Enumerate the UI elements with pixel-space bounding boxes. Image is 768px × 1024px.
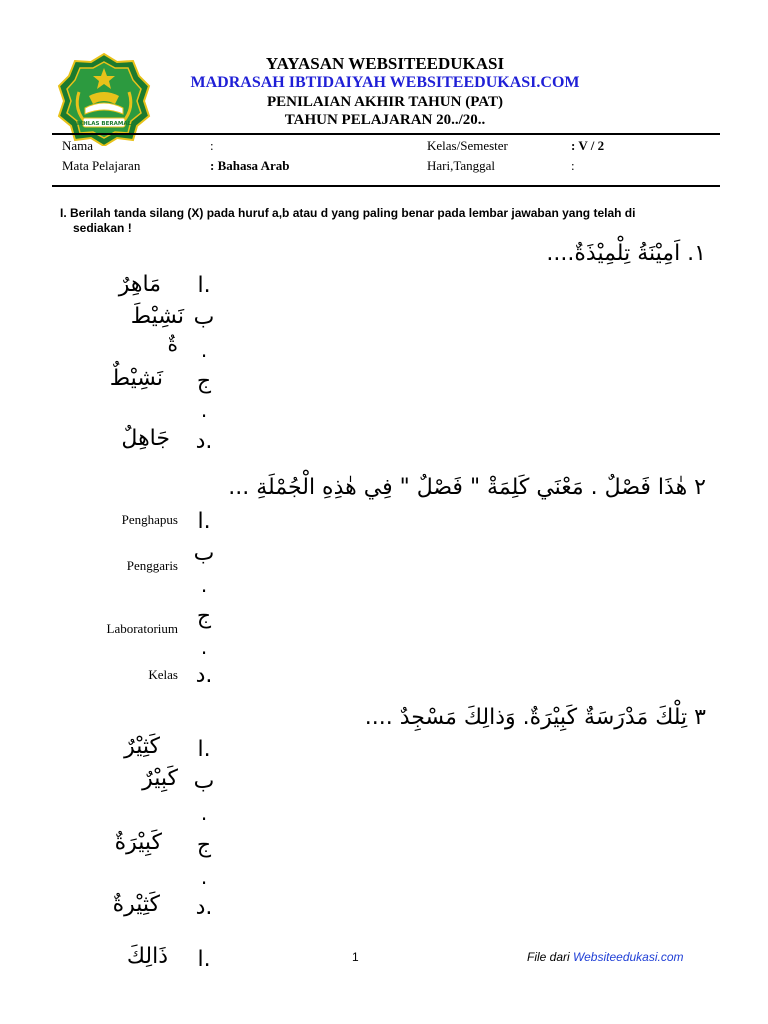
q1-option-b-text: نَشِيْطَ [130,304,184,329]
question-2-text: ٢ هٰذَا فَصْلٌ . مَعْنَي كَلِمَةْ " فَصْلٌ " فِي هٰذِهِ الْجُمْلَةِ ... [228,475,706,500]
q3-option-c-letter: ج [196,833,212,858]
q3-option-b-dot: . [200,801,208,825]
q1-option-b-letter: ب [193,305,215,330]
footer-source-link[interactable]: Websiteedukasi.com [573,950,684,964]
header-rule-top [52,133,720,135]
footer-source-prefix: File dari [527,950,574,964]
kelas-label: Kelas/Semester [427,138,508,153]
q2-option-d-text: Kelas [148,667,178,682]
q1-option-a-letter: ا. [197,273,211,298]
q3-option-a-letter: ا. [197,737,211,762]
header-rule-bottom [52,185,720,187]
q1-option-c-text: نَشِيْطٌ [109,366,163,391]
nama-separator: : [210,138,214,153]
q3-option-b-letter: ب [193,769,215,794]
q2-option-c-letter: ج [196,604,212,629]
q2-option-b-dot: . [200,573,208,597]
q3-option-a-text: كَثِيْرٌ [124,734,160,759]
q2-option-c-dot: . [200,635,208,659]
page-number: 1 [352,950,359,964]
q3-option-b-text: كَبِيْرٌ [142,766,178,791]
nama-label: Nama [62,138,94,153]
q2-option-a-letter: ا. [197,509,211,534]
hari-label: Hari,Tanggal [427,158,496,173]
foundation-name: YAYASAN WEBSITEEDUKASI [265,54,505,73]
logo-banner-text: IKHLAS BERAMAL [76,121,132,127]
q1-option-a-text: مَاهِرٌ [118,272,161,297]
mapel-value: : Bahasa Arab [210,158,290,173]
question-3-text: ٣ تِلْكَ مَدْرَسَةٌ كَبِيْرَةٌ. وَذالِكَ مَسْجِدٌ .... [364,705,706,730]
kelas-value: : V / 2 [571,138,605,153]
mapel-label: Mata Pelajaran [62,158,141,173]
instruction [60,206,710,236]
q2-option-a-text: Penghapus [121,512,178,527]
q1-option-d-letter: د. [195,429,213,454]
q3-option-d-text: كَثِيْرةٌ [112,892,160,917]
q2-option-d-letter: د. [195,663,213,688]
hari-separator: : [571,158,575,173]
q1-option-b-wrap: ةٌ [167,332,178,356]
q1-option-c-dot: . [200,398,208,422]
q3-option-c-text: كَبِيْرَةٌ [114,830,162,855]
school-name: MADRASAH IBTIDAIYAH WEBSITEEDUKASI.COM [190,74,580,91]
q1-option-c-letter: ج [196,369,212,394]
academic-year: TAHUN PELAJARAN 20../20.. [284,112,486,128]
footer-source [527,950,684,964]
q4-option-a-letter: ا. [197,947,211,972]
q3-option-c-dot: . [200,865,208,889]
q2-option-b-text: Penggaris [126,558,178,573]
q1-option-b-dot: . [200,338,208,362]
question-1-text: ١. اَمِيْنَةُ تِلْمِيْذَةٌ.... [546,241,706,266]
q2-option-b-letter: ب [193,541,215,566]
q4-option-a-text: ذَالِكَ [126,944,168,969]
q2-option-c-text: Laboratorium [106,621,178,636]
q3-option-d-letter: د. [195,895,213,920]
school-logo [57,52,151,146]
exam-title: PENILAIAN AKHIR TAHUN (PAT) [267,94,503,110]
instruction-line-1: I. Berilah tanda silang (X) pada huruf a,b atau d yang paling benar pada lembar jawaban yang telah di [60,206,636,220]
q1-option-d-text: جَاهِلٌ [121,426,170,451]
instruction-line-2: sediakan ! [73,221,132,235]
